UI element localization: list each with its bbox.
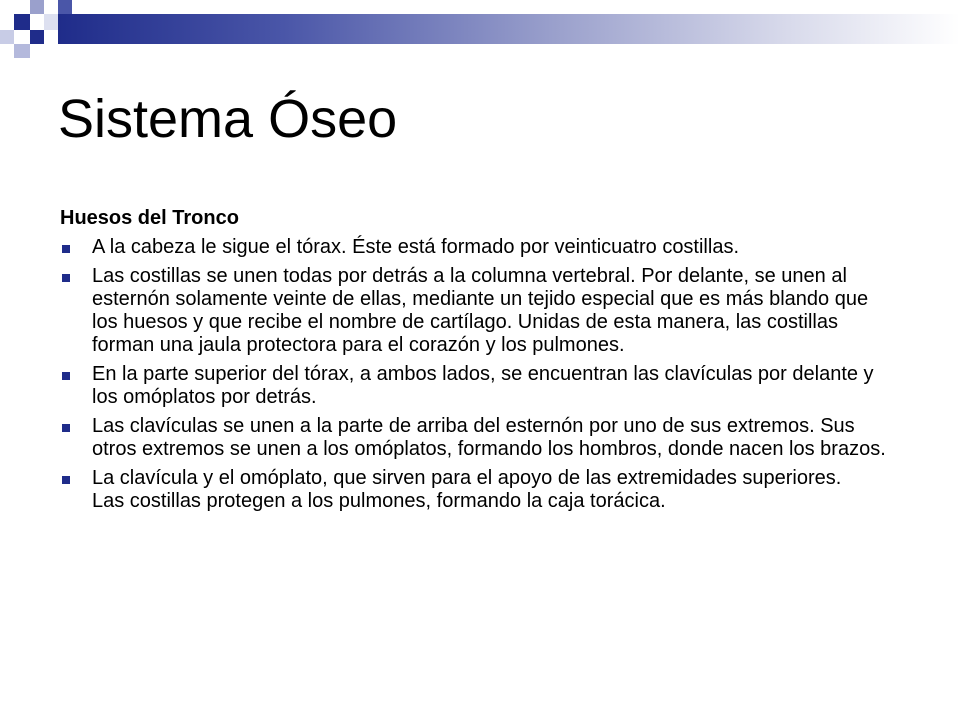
bullet-text: A la cabeza le sigue el tórax. Éste está formado por veinticuatro costillas. (92, 236, 740, 258)
section-subtitle: Huesos del Tronco (60, 207, 239, 229)
bullet-text: La clavícula y el omóplato, que sirven para el apoyo de las extremidades superiores. (92, 467, 842, 489)
header-decoration (0, 0, 960, 60)
bullet-text: En la parte superior del tórax, a ambos lados, se encuentran las clavículas por delante y los omóplatos por detrás. (92, 363, 874, 408)
square-bullet-icon (62, 424, 70, 432)
deco-square-soft (14, 44, 30, 58)
square-bullet-icon (62, 274, 70, 282)
deco-square-light (0, 30, 14, 44)
deco-square-dark (14, 14, 30, 30)
header-gradient-bar (58, 14, 960, 44)
square-bullet-icon (62, 372, 70, 380)
bullet-text: Las clavículas se unen a la parte de arriba del esternón por uno de sus extremos. Sus otros extremos se unen a los omóplatos, formando los hombros, donde nacen los brazos. (92, 415, 886, 460)
slide-content (60, 207, 890, 519)
bullet-text: Las costillas se unen todas por detrás a la columna vertebral. Por delante, se unen al esternón solamente veinte de ellas, mediante un tejido especial que es más blando que los huesos y que recibe el nombre de cartílago. Unidas de esta manera, las costillas forman una jaula protectora para el corazón y los pulmones. (92, 265, 869, 356)
deco-square-pale (44, 14, 58, 30)
bullet-item (60, 363, 890, 409)
bullet-text: Las costillas protegen a los pulmones, formando la caja torácica. (92, 490, 666, 512)
bullet-item (60, 415, 890, 461)
bullet-item (60, 265, 890, 357)
slide-title: Sistema Óseo (58, 89, 398, 149)
bullet-list (60, 236, 890, 513)
bullet-item (60, 236, 890, 259)
square-bullet-icon (62, 245, 70, 253)
deco-square-navy (30, 30, 44, 44)
deco-square-blue (58, 0, 72, 14)
bullet-item (60, 467, 890, 513)
square-bullet-icon (62, 476, 70, 484)
deco-square-mid (30, 0, 44, 14)
